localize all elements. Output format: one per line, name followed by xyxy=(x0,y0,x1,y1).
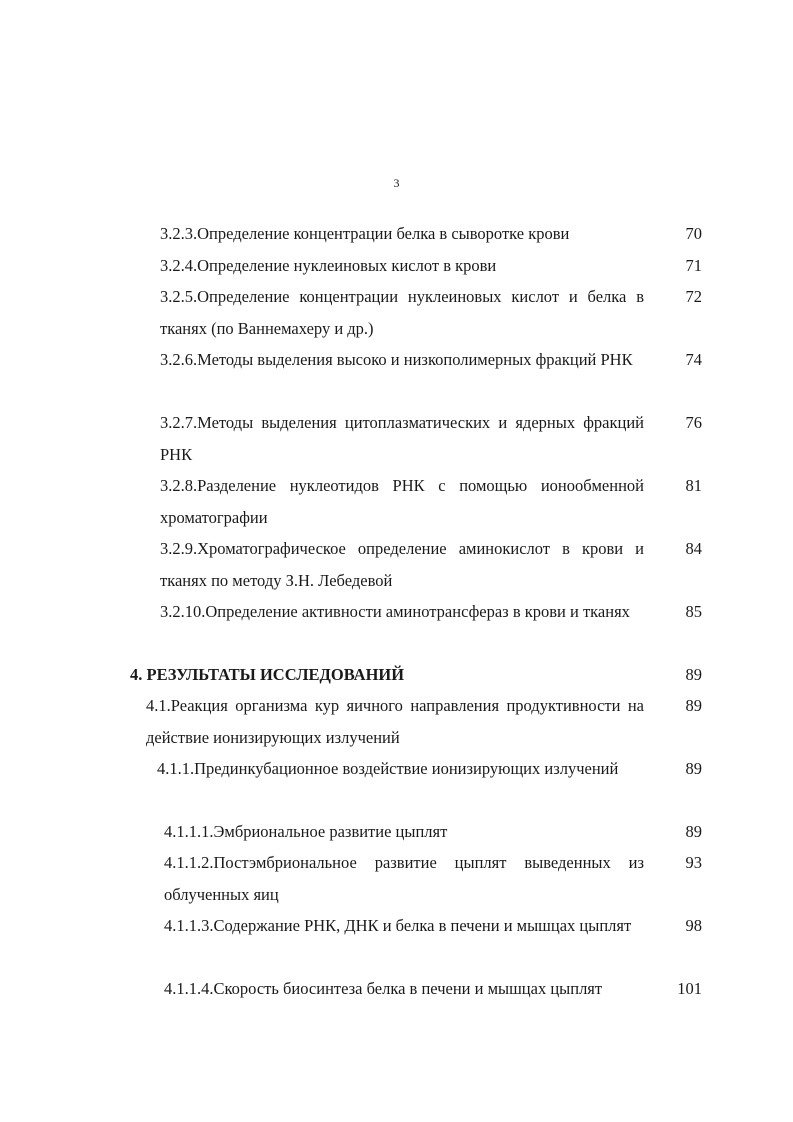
toc-entry-title: 3.2.4.Определение нуклеиновых кислот в крови xyxy=(160,256,497,275)
toc-entry-page: 101 xyxy=(677,979,702,998)
toc-entry-page: 89 xyxy=(685,759,702,778)
toc-entry-title: 4.1.1.Прединкубационное воздействие ионизирующих излучений xyxy=(157,759,619,778)
toc-entry-page: 84 xyxy=(685,539,702,558)
toc-entry-page: 93 xyxy=(685,853,702,872)
toc-entry-page: 89 xyxy=(685,665,702,684)
toc-section-title: 4. РЕЗУЛЬТАТЫ ИССЛЕДОВАНИЙ xyxy=(130,665,405,684)
toc-entry-page: 89 xyxy=(685,696,702,715)
toc-entry-page: 74 xyxy=(685,350,702,369)
toc-entry-title: 4.1.1.3.Содержание РНК, ДНК и белка в печени и мышцах цыплят xyxy=(164,916,632,935)
toc-entry-page: 85 xyxy=(685,602,702,621)
toc-entry-title: 4.1.1.1.Эмбриональное развитие цыплят xyxy=(164,822,448,841)
toc-entry-page: 89 xyxy=(685,822,702,841)
toc-entry-page: 81 xyxy=(685,476,702,495)
page-number: 3 xyxy=(393,176,400,190)
toc-entry-page: 70 xyxy=(685,224,702,243)
toc-entry-title: 4.1.Реакция организма кур яичного направления продуктивности на действие ионизирующих излучений xyxy=(146,696,644,747)
toc-entry-title: 3.2.5.Определение концентрации нуклеиновых кислот и белка в тканях (по Ваннемахеру и др.) xyxy=(160,287,644,338)
toc-entry-title: 4.1.1.4.Скорость биосинтеза белка в печени и мышцах цыплят xyxy=(164,979,603,998)
toc-entry-title: 4.1.1.2.Постэмбриональное развитие цыплят выведенных из облученных яиц xyxy=(164,853,644,904)
toc-entry-title: 3.2.7.Методы выделения цитоплазматических и ядерных фракций РНК xyxy=(160,413,644,464)
toc-entry-page: 76 xyxy=(685,413,702,432)
toc-entry-title: 3.2.9.Хроматографическое определение аминокислот в крови и тканях по методу З.Н. Лебедевой xyxy=(160,539,644,590)
toc-entry-title: 3.2.10.Определение активности аминотрансфераз в крови и тканях xyxy=(160,602,630,621)
toc-entry-page: 72 xyxy=(685,287,702,306)
toc-entry-title: 3.2.3.Определение концентрации белка в сыворотке крови xyxy=(160,224,570,243)
toc-entry-title: 3.2.6.Методы выделения высоко и низкополимерных фракций РНК xyxy=(160,350,633,369)
toc-entry-page: 98 xyxy=(685,916,702,935)
toc-entry-title: 3.2.8.Разделение нуклеотидов РНК с помощью ионообменной хроматографии xyxy=(160,476,644,527)
toc-entry-page: 71 xyxy=(685,256,702,275)
